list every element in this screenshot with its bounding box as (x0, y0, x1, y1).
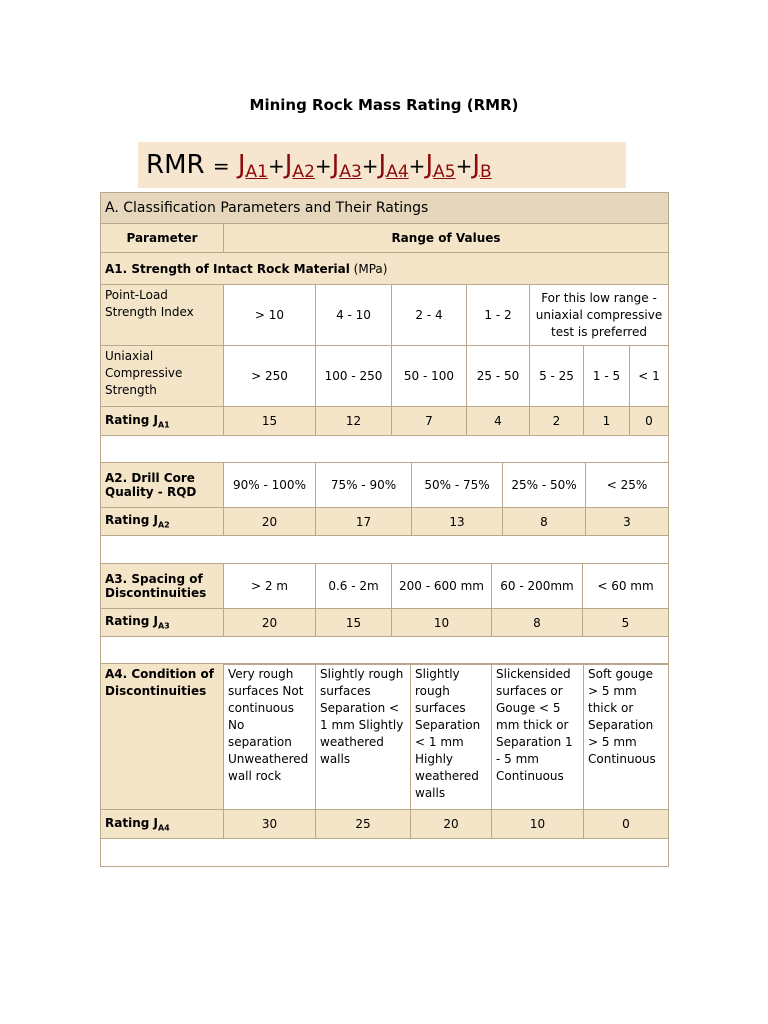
formula-term-ja5: $J_{A5}$ (425, 150, 456, 182)
table-cell: 8 (492, 609, 583, 637)
formula-plus: + (361, 154, 379, 178)
table-cell: 15 (224, 407, 316, 436)
formula-plus: + (408, 154, 426, 178)
formula-term-ja1: $J_{A1}$ (237, 150, 268, 182)
table-cell: > 250 (224, 346, 316, 407)
a2-rating-label: Rating $J_{A2}$ (101, 508, 224, 536)
table-cell: 20 (224, 508, 316, 536)
a1-title: A1. Strength of Intact Rock Material (MPa) (101, 253, 669, 285)
table-cell: 30 (224, 810, 316, 839)
table-cell: 4 - 10 (316, 285, 392, 346)
table-cell: Slickensided surfaces or Gouge < 5 mm thick or Separation 1 - 5 mm Continuous (492, 664, 584, 810)
section-a-header: A. Classification Parameters and Their Ratings (101, 193, 669, 224)
ucs-label: Uniaxial Compressive Strength (101, 346, 224, 407)
table-cell: 15 (316, 609, 392, 637)
table-cell: 10 (492, 810, 584, 839)
table-cell: 0 (584, 810, 669, 839)
table-cell: 12 (316, 407, 392, 436)
a1-table (100, 284, 669, 463)
section-a-header-table (100, 192, 669, 285)
table-cell: > 10 (224, 285, 316, 346)
a3-table (100, 563, 669, 665)
table-cell: 90% - 100% (224, 463, 316, 508)
table-cell: 1 - 5 (584, 346, 630, 407)
table-cell: 50% - 75% (412, 463, 503, 508)
a4-rating-label: Rating $J_{A4}$ (101, 810, 224, 839)
a4-title: A4. Condition of Discontinuities (101, 664, 224, 810)
table-cell: 200 - 600 mm (392, 564, 492, 609)
table-cell: Slightly rough surfaces Separation < 1 mm Highly weathered walls (411, 664, 492, 810)
spacer-row (101, 536, 669, 564)
formula-term-ja4: $J_{A4}$ (378, 150, 409, 182)
table-cell: > 2 m (224, 564, 316, 609)
table-cell: 1 - 2 (467, 285, 530, 346)
table-cell: 60 - 200mm (492, 564, 583, 609)
page-title: Mining Rock Mass Rating (RMR) (249, 96, 519, 114)
a2-title: A2. Drill Core Quality - RQD (101, 463, 224, 508)
table-cell: Very rough surfaces Not continuous No separation Unweathered wall rock (224, 664, 316, 810)
table-cell: 7 (392, 407, 467, 436)
table-cell: 8 (503, 508, 586, 536)
table-cell: 100 - 250 (316, 346, 392, 407)
a4-table (100, 663, 669, 867)
table-cell: 17 (316, 508, 412, 536)
formula-term-ja2: $J_{A2}$ (284, 150, 315, 182)
table-cell: 2 (530, 407, 584, 436)
formula-lhs: RMR (146, 150, 205, 180)
table-cell: 13 (412, 508, 503, 536)
spacer-row (101, 637, 669, 665)
spacer-row (101, 839, 669, 867)
table-cell: 10 (392, 609, 492, 637)
table-cell: 20 (411, 810, 492, 839)
table-cell: 3 (586, 508, 669, 536)
col-parameter: Parameter (101, 224, 224, 253)
table-cell: 5 - 25 (530, 346, 584, 407)
table-cell: Soft gouge > 5 mm thick or Separation > 5 mm Continuous (584, 664, 669, 810)
table-cell: 20 (224, 609, 316, 637)
formula-term-jb: $J_B$ (472, 150, 492, 182)
table-cell: 50 - 100 (392, 346, 467, 407)
a3-rating-label: Rating $J_{A3}$ (101, 609, 224, 637)
formula-plus: + (314, 154, 332, 178)
table-cell: 1 (584, 407, 630, 436)
rmr-formula (138, 142, 626, 188)
col-range: Range of Values (224, 224, 669, 253)
table-cell: 0.6 - 2m (316, 564, 392, 609)
table-cell: Slightly rough surfaces Separation < 1 mm Slightly weathered walls (316, 664, 411, 810)
table-cell: < 25% (586, 463, 669, 508)
low-range-note: For this low range - uniaxial compressive test is preferred (530, 285, 669, 346)
formula-plus: + (268, 154, 285, 178)
table-cell: 75% - 90% (316, 463, 412, 508)
table-cell: 4 (467, 407, 530, 436)
table-cell: 2 - 4 (392, 285, 467, 346)
table-cell: 5 (583, 609, 669, 637)
table-cell: < 60 mm (583, 564, 669, 609)
table-cell: 25 - 50 (467, 346, 530, 407)
a2-table (100, 462, 669, 564)
a3-title: A3. Spacing of Discontinuities (101, 564, 224, 609)
table-cell: 0 (630, 407, 669, 436)
table-cell: 25 (316, 810, 411, 839)
formula-plus: + (455, 154, 473, 178)
a1-rating-label: Rating $J_{A1}$ (101, 407, 224, 436)
formula-equals: = (212, 154, 230, 178)
point-load-label: Point-Load Strength Index (101, 285, 224, 346)
formula-term-ja3: $J_{A3}$ (331, 150, 362, 182)
spacer-row (101, 436, 669, 463)
table-cell: 25% - 50% (503, 463, 586, 508)
table-cell: < 1 (630, 346, 669, 407)
